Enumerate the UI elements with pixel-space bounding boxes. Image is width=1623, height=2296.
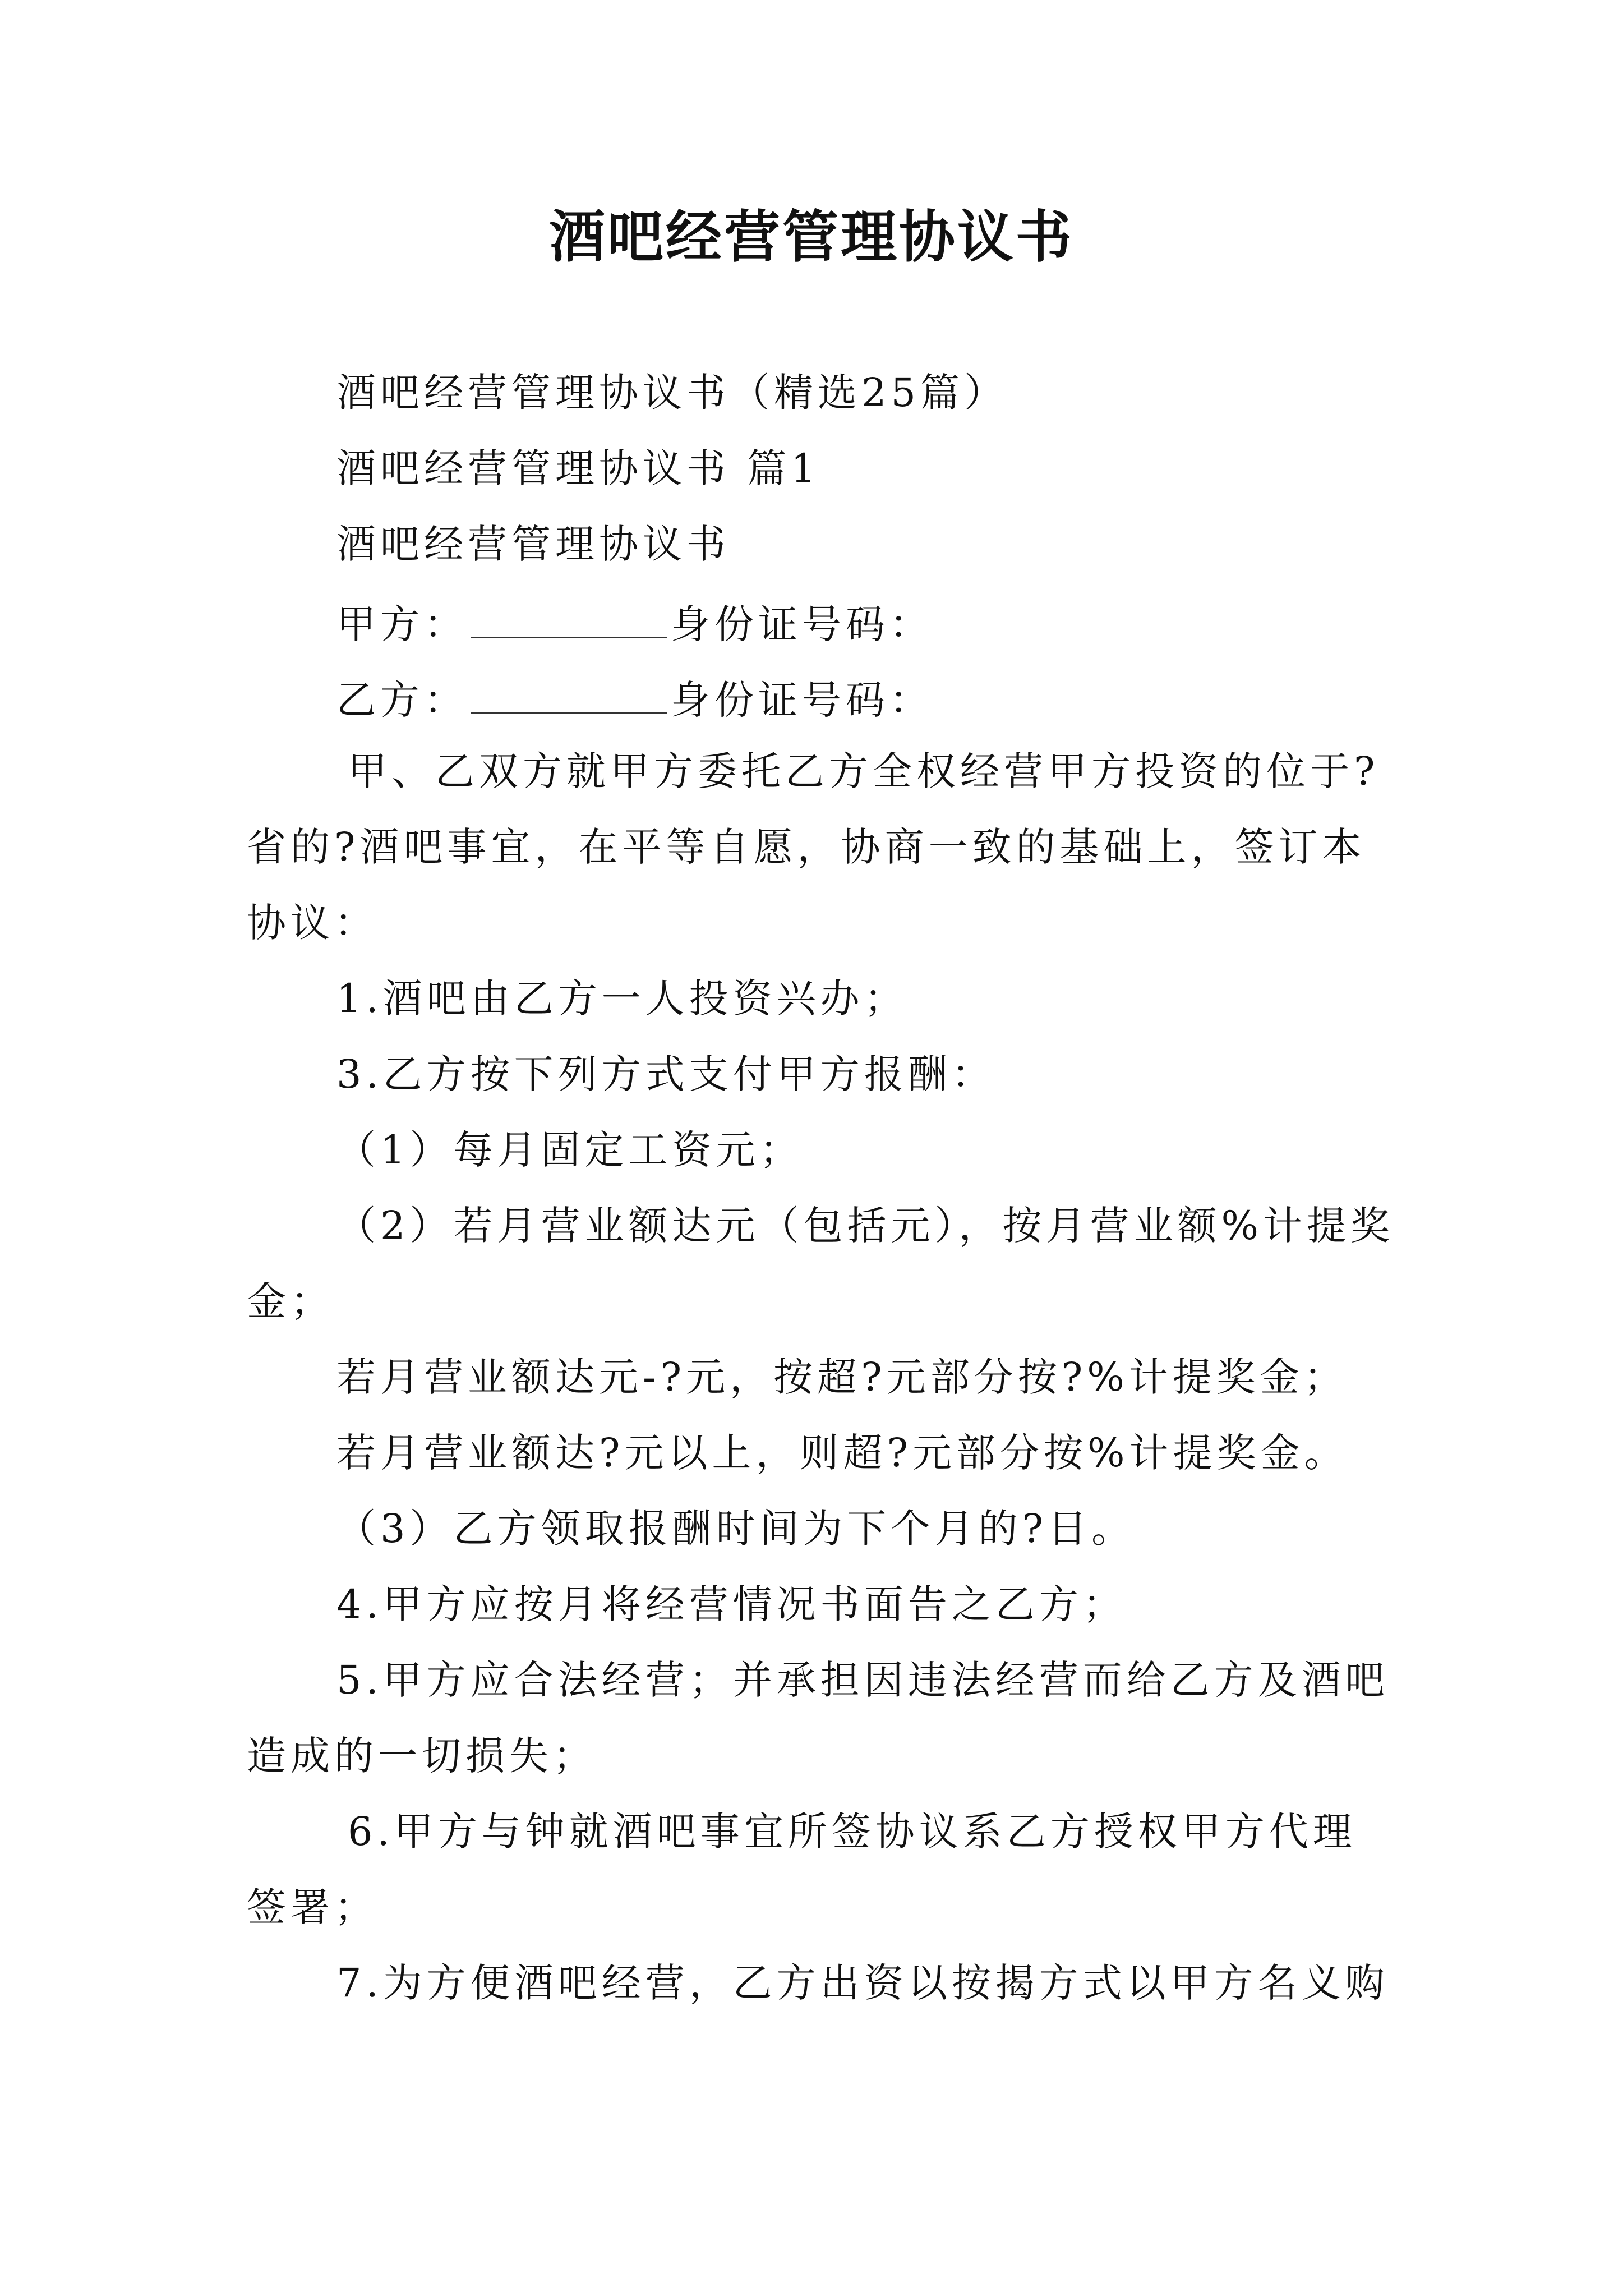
clause-6-line: 6.甲方与钟就酒吧事宜所签协议系乙方授权甲方代理 <box>348 1809 1357 1855</box>
clause-4: 4.甲方应按月将经营情况书面告之乙方； <box>336 1581 1127 1627</box>
clause-7-line: 7.为方便酒吧经营，乙方出资以按揭方式以甲方名义购 <box>336 1960 1389 2006</box>
clause-1: 1.酒吧由乙方一人投资兴办； <box>336 976 908 1022</box>
clause-3-item-2-tier: 若月营业额达元-?元，按超?元部分按?%计提奖金； <box>336 1354 1348 1400</box>
party-a-id-label: 身份证号码： <box>671 601 933 647</box>
section-heading: 酒吧经营管理协议书 篇1 <box>336 445 820 491</box>
clause-3: 3.乙方按下列方式支付甲方报酬： <box>336 1051 995 1097</box>
clause-5-line: 5.甲方应合法经营；并承担因违法经营而给乙方及酒吧 <box>336 1657 1389 1703</box>
agreement-name: 酒吧经营管理协议书 <box>336 521 730 567</box>
clause-6-line: 签署； <box>247 1884 378 1930</box>
party-b-line <box>336 668 1481 728</box>
intro-paragraph-line: 甲、乙双方就甲方委托乙方全权经营甲方投资的位于? <box>348 748 1380 794</box>
clause-3-item-2-line: （2）若月营业额达元（包括元），按月营业额%计提奖 <box>336 1203 1395 1249</box>
party-a-label: 甲方： <box>336 601 468 647</box>
document-title: 酒吧经营管理协议书 <box>549 204 1074 270</box>
party-b-id-label: 身份证号码： <box>671 677 933 723</box>
clause-3-item-2-tier: 若月营业额达?元以上，则超?元部分按%计提奖金。 <box>336 1430 1348 1476</box>
party-b-label: 乙方： <box>336 677 468 723</box>
intro-paragraph-line: 协议： <box>247 900 378 946</box>
clause-3-item-3: （3）乙方领取报酬时间为下个月的?日。 <box>336 1506 1136 1552</box>
party-a-name-blank <box>471 592 667 638</box>
intro-paragraph-line: 省的?酒吧事宜，在平等自愿，协商一致的基础上，签订本 <box>247 824 1366 870</box>
clause-5-line: 造成的一切损失； <box>247 1733 597 1779</box>
subtitle: 酒吧经营管理协议书（精选25篇） <box>336 370 1008 416</box>
party-b-name-blank <box>471 668 667 714</box>
clause-3-item-1: （1）每月固定工资元； <box>336 1127 804 1173</box>
clause-3-item-2-line: 金； <box>247 1278 334 1324</box>
party-a-line <box>336 592 1481 652</box>
